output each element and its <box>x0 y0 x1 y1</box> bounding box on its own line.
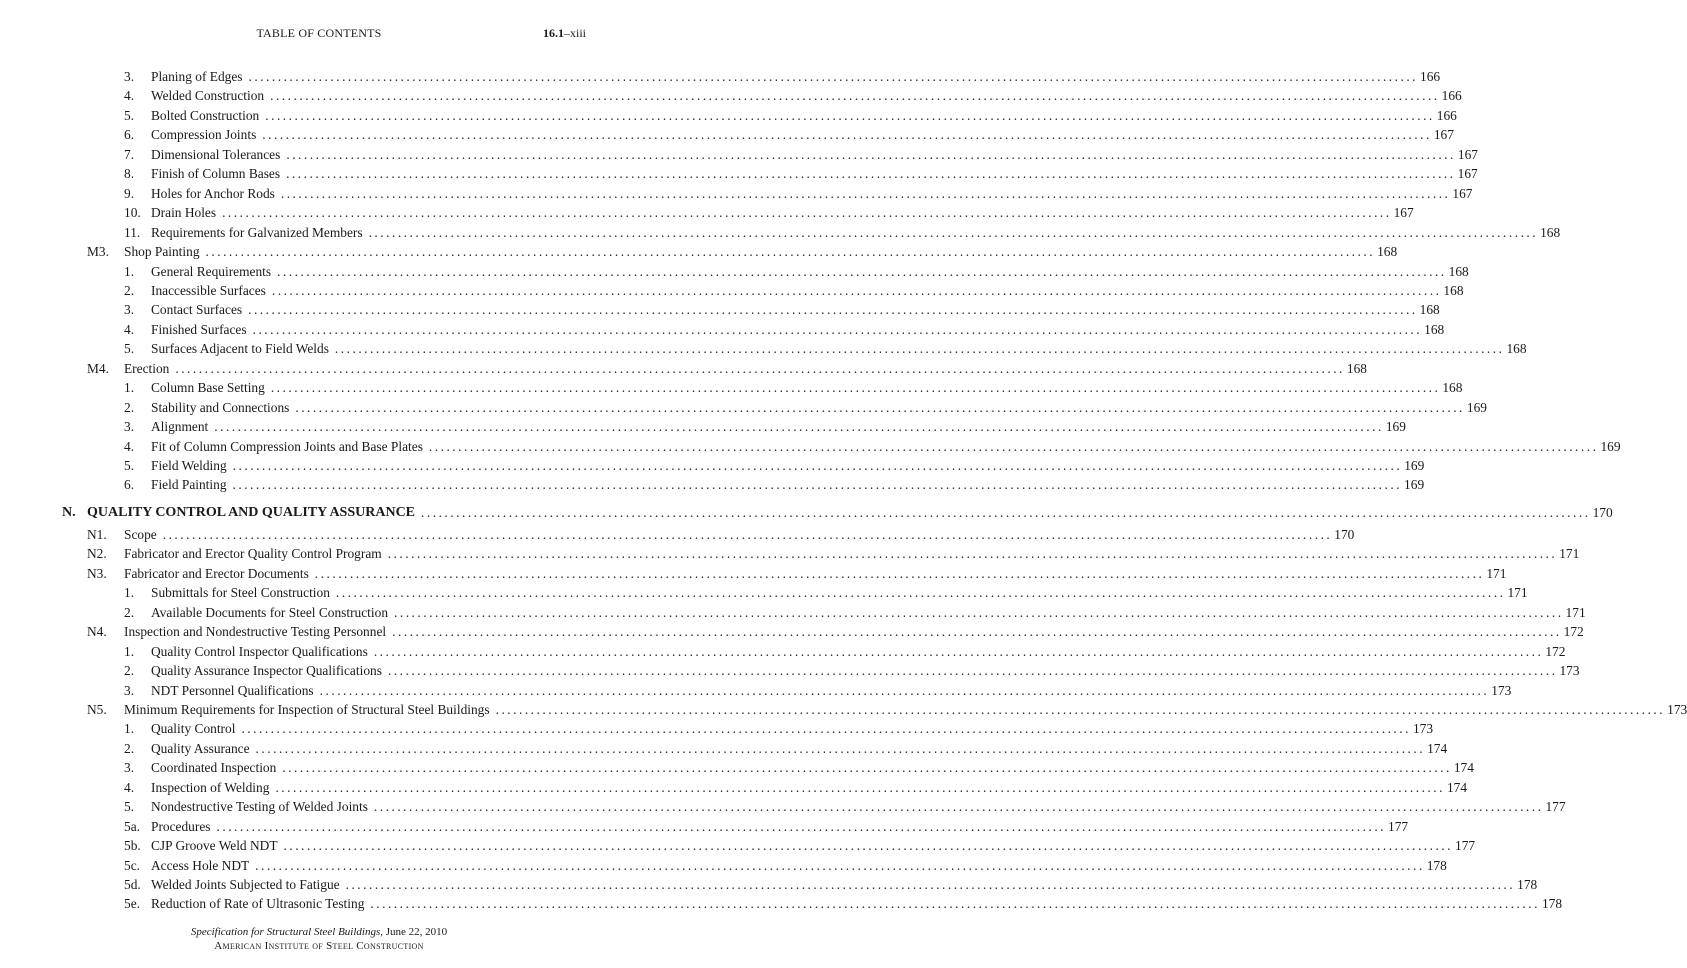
toc-entry <box>124 758 1474 778</box>
toc-entry-title: Quality Control Inspector Qualifications <box>151 642 374 662</box>
toc-entry-page: 173 <box>1489 681 1511 701</box>
toc-entry-title: Field Welding <box>151 456 233 476</box>
toc-entry-title: Fit of Column Compression Joints and Base Plates <box>151 437 429 457</box>
toc-entry-title: Holes for Anchor Rods <box>151 184 281 204</box>
footer-date: June 22, 2010 <box>383 926 448 938</box>
toc-entry-title: Coordinated Inspection <box>151 758 282 778</box>
toc-entry <box>124 417 1406 437</box>
toc-entry-title: Inspection and Nondestructive Testing Personnel <box>124 622 392 642</box>
toc-leader-dots: ........................................................................................................................................................................................................ <box>232 458 1403 473</box>
toc-entry <box>62 503 1613 523</box>
toc-entry-page: 167 <box>1392 203 1414 223</box>
toc-entry-page: 170 <box>1591 503 1613 523</box>
toc-entry <box>124 661 1580 681</box>
toc-entry-page: 171 <box>1557 544 1579 564</box>
toc-leader-dots: ........................................................................................................................................................................................................ <box>222 205 1392 221</box>
toc-leader-dots: ........................................................................................................................................................................................................ <box>368 224 1539 240</box>
toc-leader-dots: ........................................................................................................................................................................................................ <box>214 419 1384 435</box>
toc-entry <box>124 281 1464 301</box>
toc-entry-number: N4. <box>87 624 107 640</box>
toc-entry-title: Contact Surfaces <box>151 300 248 320</box>
toc-entry <box>124 320 1445 340</box>
toc-entry-number: 8. <box>124 166 135 182</box>
running-header-title: TABLE OF CONTENTS <box>256 26 382 40</box>
toc-entry-title: Quality Control <box>151 719 241 739</box>
toc-leader-dots: ........................................................................................................................................................................................................ <box>335 585 1506 601</box>
toc-entry-title: Access Hole NDT <box>151 856 255 876</box>
toc-entry-title: Fabricator and Erector Documents <box>124 564 315 584</box>
toc-entry-page: 168 <box>1422 320 1444 340</box>
toc-entry-title: Requirements for Galvanized Members <box>151 223 369 243</box>
toc-entry-number: 5. <box>124 107 135 123</box>
toc-leader-dots: ........................................................................................................................................................................................................ <box>334 341 1505 357</box>
toc-entry <box>124 456 1425 476</box>
toc-entry <box>87 564 1507 584</box>
toc-entry-number: 2. <box>124 604 135 620</box>
toc-entry-page: 174 <box>1445 778 1467 798</box>
toc-leader-dots: ........................................................................................................................................................................................................ <box>275 779 1445 795</box>
toc-entry-page: 173 <box>1411 719 1433 739</box>
toc-entry-number: 2. <box>124 399 135 415</box>
toc-entry-page: 166 <box>1435 106 1457 126</box>
toc-entry-page: 169 <box>1598 437 1620 457</box>
toc-entry <box>87 622 1584 642</box>
toc-entry-number: 3. <box>124 302 135 318</box>
toc-entry <box>87 544 1580 564</box>
toc-leader-dots: ........................................................................................................................................................................................................ <box>216 818 1387 834</box>
toc-entry-title: Submittals for Steel Construction <box>151 583 336 603</box>
toc-entry-title: Quality Assurance <box>151 739 256 759</box>
toc-leader-dots: ........................................................................................................................................................................................................ <box>295 399 1465 415</box>
toc-entry <box>124 262 1469 282</box>
footer-citation <box>0 926 638 938</box>
toc-entry-page: 171 <box>1484 564 1506 584</box>
toc-entry-title: Welded Joints Subjected to Fatigue <box>151 875 346 895</box>
toc-leader-dots: ........................................................................................................................................................................................................ <box>270 380 1441 396</box>
toc-entry-title: Dimensional Tolerances <box>151 145 286 165</box>
toc-entry <box>124 836 1476 856</box>
toc-entry-title: CJP Groove Weld NDT <box>151 836 284 856</box>
toc-entry-page: 171 <box>1564 603 1586 623</box>
toc-leader-dots: ........................................................................................................................................................................................................ <box>428 438 1599 454</box>
toc-entry-number: 5e. <box>124 896 140 912</box>
toc-entry-title: Surfaces Adjacent to Field Welds <box>151 339 335 359</box>
toc-entry-number: 1. <box>124 263 135 279</box>
toc-entry-page: 170 <box>1332 525 1354 545</box>
toc-entry-number: 1. <box>124 585 135 601</box>
toc-entry <box>124 778 1468 798</box>
toc-entry-number: 4. <box>124 438 135 454</box>
toc-entry-number: 1. <box>124 721 135 737</box>
toc-entry-number: 5d. <box>124 877 141 892</box>
toc-leader-dots: ........................................................................................................................................................................................................ <box>162 526 1333 542</box>
toc-entry <box>87 525 1355 545</box>
toc-entry-number: 5. <box>124 799 135 815</box>
toc-entry-page: 167 <box>1450 184 1472 204</box>
toc-entry <box>124 164 1478 184</box>
toc-entry-number: 1. <box>124 380 135 396</box>
toc-entry-number: M4. <box>87 360 109 376</box>
toc-leader-dots: ........................................................................................................................................................................................................ <box>373 799 1544 815</box>
toc-entry-page: 174 <box>1425 739 1447 759</box>
toc-leader-dots: ........................................................................................................................................................................................................ <box>271 282 1442 298</box>
toc-entry <box>124 223 1561 243</box>
toc-entry-title: Fabricator and Erector Quality Control Program <box>124 544 388 564</box>
toc-entry-page: 166 <box>1440 86 1462 106</box>
toc-entry <box>124 67 1441 87</box>
toc-leader-dots: ........................................................................................................................................................................................................ <box>241 721 1411 737</box>
toc-entry-title: Compression Joints <box>151 125 262 145</box>
toc-leader-dots: ........................................................................................................................................................................................................ <box>282 760 1452 776</box>
toc-entry-page: 168 <box>1440 378 1462 398</box>
toc-entry-title: Available Documents for Steel Construction <box>151 603 394 623</box>
toc-entry <box>87 359 1367 379</box>
toc-entry-number: 2. <box>124 282 135 298</box>
toc-entry-title: Shop Painting <box>124 242 206 262</box>
toc-entry <box>124 583 1528 603</box>
toc-entry-page: 173 <box>1557 661 1579 681</box>
toc-entry-page: 166 <box>1418 67 1440 87</box>
toc-entry-number: 5. <box>124 458 135 473</box>
toc-entry-title: Planing of Edges <box>151 67 249 87</box>
toc-entry <box>87 242 1398 262</box>
toc-entry-number: 6. <box>124 127 135 143</box>
toc-entry-title: Erection <box>124 359 175 379</box>
toc-entry-page: 167 <box>1432 125 1454 145</box>
toc-entry <box>124 145 1478 165</box>
toc-leader-dots: ........................................................................................................................................................................................................ <box>394 604 1564 620</box>
toc-entry-number: 3. <box>124 682 135 698</box>
toc-entry-title: Column Base Setting <box>151 378 271 398</box>
toc-entry-title: Reduction of Rate of Ultrasonic Testing <box>151 894 370 914</box>
toc-leader-dots: ........................................................................................................................................................................................................ <box>283 838 1454 854</box>
toc-leader-dots: ........................................................................................................................................................................................................ <box>265 107 1435 123</box>
running-header-page-number <box>543 26 586 41</box>
toc-entry <box>124 125 1454 145</box>
toc-entry-page: 178 <box>1540 894 1562 914</box>
toc-entry-title: Stability and Connections <box>151 398 295 418</box>
toc-entry <box>124 797 1566 817</box>
toc-entry-number: 3. <box>124 69 135 84</box>
toc-entry-number: N1. <box>87 526 107 542</box>
toc-entry-page: 178 <box>1515 875 1537 895</box>
toc-entry-title: Finish of Column Bases <box>151 164 286 184</box>
toc-entry-number: N5. <box>87 701 107 717</box>
toc-entry-title: Inspection of Welding <box>151 778 275 798</box>
toc-entry <box>124 398 1487 418</box>
toc-entry-number: 5c. <box>124 857 140 873</box>
toc-leader-dots: ........................................................................................................................................................................................................ <box>262 127 1432 143</box>
toc-entry <box>124 603 1586 623</box>
toc-leader-dots: ........................................................................................................................................................................................................ <box>248 69 1419 84</box>
toc-entry-number: 11. <box>124 224 141 240</box>
toc-entry-page: 178 <box>1425 856 1447 876</box>
toc-leader-dots: ........................................................................................................................................................................................................ <box>280 185 1451 201</box>
toc-entry-title: Alignment <box>151 417 214 437</box>
toc-entry-title: Minimum Requirements for Inspection of Structural Steel Buildings <box>124 700 496 720</box>
toc-leader-dots: ........................................................................................................................................................................................................ <box>270 88 1440 104</box>
toc-entry-title: General Requirements <box>151 262 277 282</box>
toc-entry-page: 177 <box>1386 817 1408 837</box>
toc-entry-page: 174 <box>1452 758 1474 778</box>
page-number-suffix: –xiii <box>563 26 586 40</box>
toc-entry-number: 7. <box>124 146 135 162</box>
toc-entry-number: N3. <box>87 565 107 581</box>
toc-entry-title: Drain Holes <box>151 203 222 223</box>
toc-entry-number: 4. <box>124 779 135 795</box>
toc-entry-title: NDT Personnel Qualifications <box>151 681 320 701</box>
toc-leader-dots: ........................................................................................................................................................................................................ <box>255 740 1426 756</box>
toc-entry <box>124 300 1440 320</box>
toc-entry-page: 167 <box>1456 145 1478 165</box>
toc-entry-title: Inaccessible Surfaces <box>151 281 272 301</box>
toc-entry-title: Finished Surfaces <box>151 320 253 340</box>
toc-entry-number: 1. <box>124 643 135 659</box>
toc-entry-page: 167 <box>1456 164 1478 184</box>
toc-leader-dots: ........................................................................................................................................................................................................ <box>345 877 1516 892</box>
toc-entry-page: 169 <box>1465 398 1487 418</box>
toc-entry <box>124 739 1448 759</box>
footer-title: Specification for Structural Steel Buildings, <box>190 926 383 938</box>
toc-entry <box>124 378 1463 398</box>
toc-entry-page: 168 <box>1418 300 1440 320</box>
toc-entry <box>124 437 1621 457</box>
toc-leader-dots: ........................................................................................................................................................................................................ <box>387 663 1558 679</box>
toc-entry-page: 177 <box>1453 836 1475 856</box>
toc-entry-title: Quality Assurance Inspector Qualifications <box>151 661 388 681</box>
toc-entry-number: 10. <box>124 205 141 221</box>
toc-leader-dots: ........................................................................................................................................................................................................ <box>248 302 1418 318</box>
toc-entry-number: 3. <box>124 760 135 776</box>
toc-entry-page: 171 <box>1505 583 1527 603</box>
toc-entry <box>124 642 1566 662</box>
toc-leader-dots: ........................................................................................................................................................................................................ <box>255 857 1425 873</box>
toc-leader-dots: ........................................................................................................................................................................................................ <box>392 624 1562 640</box>
toc-leader-dots: ........................................................................................................................................................................................................ <box>370 896 1540 912</box>
toc-entry-page: 168 <box>1441 281 1463 301</box>
toc-entry <box>124 106 1457 126</box>
toc-entry <box>124 339 1527 359</box>
toc-entry <box>124 875 1538 895</box>
toc-entry <box>124 681 1512 701</box>
page-number-bold: 16.1 <box>542 26 564 40</box>
toc-entry-page: 172 <box>1543 642 1565 662</box>
toc-leader-dots: ........................................................................................................................................................................................................ <box>205 244 1376 260</box>
toc-leader-dots: ........................................................................................................................................................................................................ <box>286 146 1456 162</box>
toc-entry-title: Nondestructive Testing of Welded Joints <box>151 797 374 817</box>
toc-entry-number: 9. <box>124 185 135 201</box>
toc-entry-number: 5b. <box>124 838 141 854</box>
toc-entry-page: 172 <box>1562 622 1584 642</box>
toc-entry-number: 3. <box>124 419 135 435</box>
toc-entry-number: 2. <box>124 740 135 756</box>
toc-entry-number: 2. <box>124 663 135 679</box>
toc-entry-page: 168 <box>1375 242 1397 262</box>
toc-entry-page: 168 <box>1504 339 1526 359</box>
toc-leader-dots: ........................................................................................................................................................................................................ <box>319 682 1490 698</box>
toc-entry-title: Procedures <box>151 817 217 837</box>
toc-entry <box>124 86 1462 106</box>
toc-entry-number: M3. <box>87 244 109 260</box>
toc-entry-page: 168 <box>1538 223 1560 243</box>
toc-entry-page: 169 <box>1402 456 1424 476</box>
toc-entry-number: 6. <box>124 477 135 493</box>
toc-entry <box>124 719 1434 739</box>
toc-entry-number: 5a. <box>124 818 140 834</box>
toc-entry-number: 4. <box>124 88 135 104</box>
toc-entry-number: 5. <box>124 341 135 357</box>
toc-entry-number: N. <box>62 504 76 520</box>
toc-entry-title: Welded Construction <box>151 86 270 106</box>
toc-entry <box>124 856 1447 876</box>
toc-leader-dots: ........................................................................................................................................................................................................ <box>277 263 1447 279</box>
toc-leader-dots: ........................................................................................................................................................................................................ <box>175 360 1345 376</box>
toc-entry-page: 169 <box>1402 475 1424 495</box>
toc-entry <box>87 700 1687 720</box>
toc-entry-title: Scope <box>124 525 163 545</box>
toc-entry-title: Bolted Construction <box>151 106 265 126</box>
toc-entry <box>124 894 1563 914</box>
toc-entry-page: 173 <box>1665 700 1687 720</box>
toc-leader-dots: ........................................................................................................................................................................................................ <box>421 504 1591 520</box>
toc-entry <box>124 817 1409 837</box>
toc-leader-dots: ........................................................................................................................................................................................................ <box>252 321 1423 337</box>
toc-entry <box>124 184 1473 204</box>
toc-leader-dots: ........................................................................................................................................................................................................ <box>314 565 1485 581</box>
toc-leader-dots: ........................................................................................................................................................................................................ <box>286 166 1456 182</box>
toc-entry-page: 168 <box>1447 262 1469 282</box>
toc-entry <box>124 203 1414 223</box>
toc-leader-dots: ........................................................................................................................................................................................................ <box>387 546 1558 562</box>
toc-entry <box>124 475 1425 495</box>
footer-publisher: American Institute of Steel Construction <box>214 940 424 952</box>
toc-entry-title: QUALITY CONTROL AND QUALITY ASSURANCE <box>87 503 421 523</box>
toc-entry-page: 177 <box>1543 797 1565 817</box>
toc-leader-dots: ........................................................................................................................................................................................................ <box>232 477 1403 493</box>
toc-entry-number: N2. <box>87 546 107 562</box>
toc-entry-number: 4. <box>124 321 135 337</box>
toc-leader-dots: ........................................................................................................................................................................................................ <box>373 643 1544 659</box>
toc-entry-page: 169 <box>1384 417 1406 437</box>
toc-entry-page: 168 <box>1345 359 1367 379</box>
toc-leader-dots: ........................................................................................................................................................................................................ <box>495 701 1666 717</box>
toc-entry-title: Field Painting <box>151 475 233 495</box>
